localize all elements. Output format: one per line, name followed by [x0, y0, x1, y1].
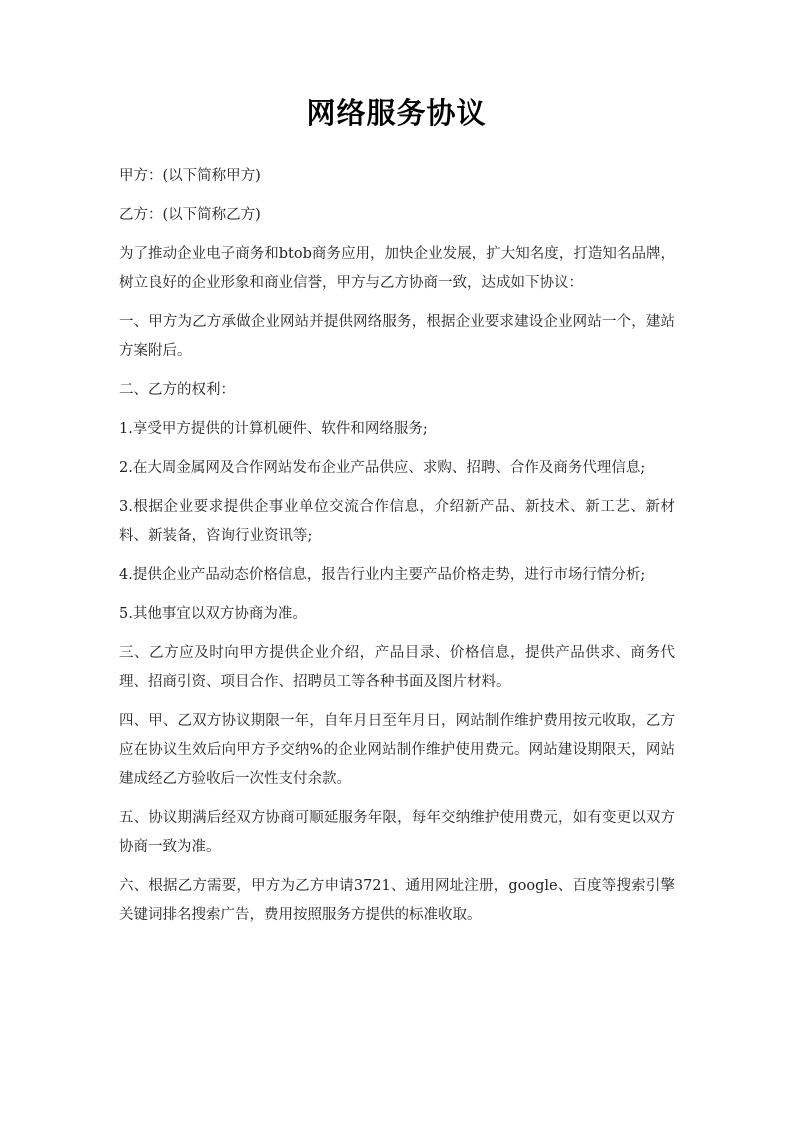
paragraph-clause-2-heading: 二、乙方的权利： — [119, 382, 235, 398]
document-title: 网络服务协议 — [306, 96, 487, 130]
paragraph-clause-1: 一、甲方为乙方承做企业网站并提供网络服务，根据企业要求建设企业网站一个，建站方案附后。 — [119, 314, 675, 359]
paragraph-party-b: 乙方：(以下简称乙方) — [119, 207, 261, 223]
paragraph-right-2: 2.在大周金属网及合作网站发布企业产品供应、求购、招聘、合作及商务代理信息; — [119, 460, 646, 476]
paragraph-party-a: 甲方：(以下简称甲方) — [119, 168, 261, 184]
paragraph-right-1: 1.享受甲方提供的计算机硬件、软件和网络服务; — [119, 421, 428, 437]
paragraph-clause-6: 六、根据乙方需要，甲方为乙方申请3721、通用网址注册，google、百度等搜索引擎关键词排名搜索广告，费用按照服务方提供的标准收取。 — [119, 878, 675, 923]
paragraph-right-3: 3.根据企业要求提供企事业单位交流合作信息，介绍新产品、新技术、新工艺、新材料、新装备，咨询行业资讯等; — [119, 499, 675, 544]
paragraph-right-5: 5.其他事宜以双方协商为准。 — [119, 606, 307, 622]
paragraph-clause-3: 三、乙方应及时向甲方提供企业介绍，产品目录、价格信息，提供产品供求、商务代理、招商引资、项目合作、招聘员工等各种书面及图片材料。 — [119, 645, 675, 690]
paragraph-clause-5: 五、协议期满后经双方协商可顺延服务年限，每年交纳维护使用费元，如有变更以双方协商一致为准。 — [119, 810, 675, 855]
paragraph-right-4: 4.提供企业产品动态价格信息，报告行业内主要产品价格走势，进行市场行情分析; — [119, 567, 646, 583]
paragraph-clause-4: 四、甲、乙双方协议期限一年，自年月日至年月日，网站制作维护费用按元收取，乙方应在协议生效后向甲方予交纳%的企业网站制作维护使用费元。网站建设期限天，网站建成经乙方验收后一次性支付余款。 — [119, 713, 675, 787]
document-body — [119, 162, 675, 940]
paragraph-preamble: 为了推动企业电子商务和btob商务应用，加快企业发展，扩大知名度，打造知名品牌，树立良好的企业形象和商业信誉，甲方与乙方协商一致，达成如下协议： — [119, 246, 675, 291]
